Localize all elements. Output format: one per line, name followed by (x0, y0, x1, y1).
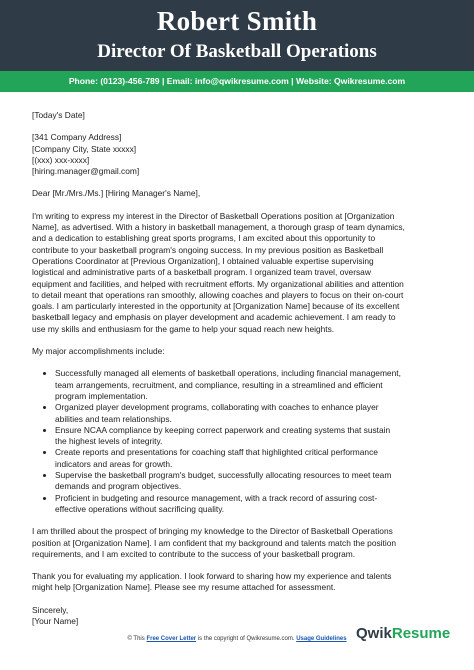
list-item-line: • Successfully managed all elements of basketball operations, including financial management, (55, 368, 401, 379)
list-item-line: indicators and areas for growth. (55, 458, 173, 469)
address-line: [Company City, State xxxxx] (32, 143, 137, 154)
address-line: [(xxx) xxx-xxxx] (32, 154, 90, 165)
paragraph-line: might help [Organization Name]. Please see my resume attached for assessment. (32, 582, 336, 593)
list-item-line: • Create reports and presentations for coaching staff that highlighted critical performance (55, 447, 378, 458)
paragraph-line: and a dedication to establishing great sports programs, I am excited about this opportunity to (32, 233, 376, 244)
list-item-line: demands and program objectives. (55, 481, 182, 492)
free-cover-letter-link[interactable]: Free Cover Letter (146, 636, 197, 642)
list-item (55, 368, 446, 402)
list-item (55, 447, 446, 470)
letter-body (32, 110, 446, 627)
list-item-line: team arrangements, recruitment, and compliance, resulting in a streamlined and efficient (55, 379, 383, 390)
intro-paragraph (32, 211, 446, 335)
copyright-middle-text: is the copyright of Qwikresume.com. (197, 636, 295, 642)
list-item-line: the highest levels of integrity. (55, 436, 163, 447)
paragraph-line: use my skills and enthusiasm for the game to help your squad reach new heights. (32, 323, 335, 334)
address-line: [341 Company Address] (32, 132, 122, 143)
list-item-line: • Supervise the basketball program's budget, successfully allocating resources to meet team (55, 470, 392, 481)
paragraph-line: I am thrilled about the prospect of bringing my knowledge to the Director of Basketball Operations (32, 526, 393, 537)
list-item-line: abilities and team relationships. (55, 413, 172, 424)
list-item (55, 470, 446, 493)
list-item-line: program implementation. (55, 390, 148, 401)
paragraph-line: equipment and facilities, and helped with recruitment efforts. My organizational abilities and attention (32, 278, 404, 289)
list-item (55, 493, 446, 516)
candidate-name: Robert Smith (156, 6, 318, 36)
accomplishments-list (32, 368, 446, 515)
paragraph-line: position at [Organization Name]. I am confident that my background and talents match the position (32, 537, 397, 548)
paragraph-line: Name], as advertised. With a history in basketball management, a thorough grasp of team dynamics, (32, 222, 405, 233)
recipient-address (32, 132, 446, 177)
job-title: Director Of Basketball Operations (97, 41, 377, 62)
signature: [Your Name] (32, 615, 79, 626)
signoff: Sincerely, (32, 604, 69, 615)
qwikresume-logo[interactable] (356, 625, 450, 642)
paragraph-line: basketball legacy and emphasis on player development and academic achievement. I am ready to (32, 312, 396, 323)
accomplishments-heading: My major accomplishments include: (32, 346, 165, 357)
salutation: Dear [Mr./Mrs./Ms.] [Hiring Manager's Name], (32, 188, 201, 199)
copyright-text: © This (127, 636, 145, 642)
paragraph-line: contribute to your basketball program's ongoing success. In my previous position as Basketball (32, 244, 384, 255)
letter-date: [Today's Date] (32, 110, 85, 120)
paragraph-line: to detail meant that operations ran smoothly, allowing coaches and players to focus on their on-court (32, 289, 404, 300)
paragraph-line: I'm writing to express my interest in the Director of Basketball Operations position at [Organization (32, 210, 395, 221)
paragraph-line: Thank you for evaluating my application. I look forward to sharing how my experience and talents (32, 571, 392, 582)
header-banner (0, 0, 474, 71)
logo-part-resume: Resume (391, 625, 451, 642)
list-item-line: • Ensure NCAA compliance by keeping correct paperwork and creating systems that sustain (55, 424, 391, 435)
list-item (55, 402, 446, 425)
logo-part-qwik: Qwik (356, 625, 392, 642)
address-line: [hiring.manager@gmail.com] (32, 166, 140, 177)
list-item-line: effective operations without sacrificing quality. (55, 503, 225, 514)
paragraph-line: Operations Coordinator at [Previous Organization], I obtained valuable expertise supervising (32, 255, 374, 266)
list-item (55, 425, 446, 448)
list-item-line: • Proficient in budgeting and resource management, with a track record of assuring cost- (55, 492, 378, 503)
thanks-paragraph (32, 571, 446, 594)
paragraph-line: goals. I am particularly interested in the opportunity at [Organization Name] because of its excellent (32, 301, 400, 312)
contact-bar: Phone: (0123)-456-789 | Email: info@qwikresume.com | Website: Qwikresume.com (0, 71, 474, 92)
paragraph-line: requirements, and I am excited to contribute to the success of your basketball program. (32, 548, 356, 559)
closing-paragraph (32, 526, 446, 560)
usage-guidelines-link[interactable]: Usage Guidelines (296, 636, 347, 642)
list-item-line: • Organized player development programs, collaborating with coaches to enhance player (55, 402, 379, 413)
paragraph-line: logistical and administrative parts of a basketball program. I organized team travel, oversaw (32, 267, 371, 278)
